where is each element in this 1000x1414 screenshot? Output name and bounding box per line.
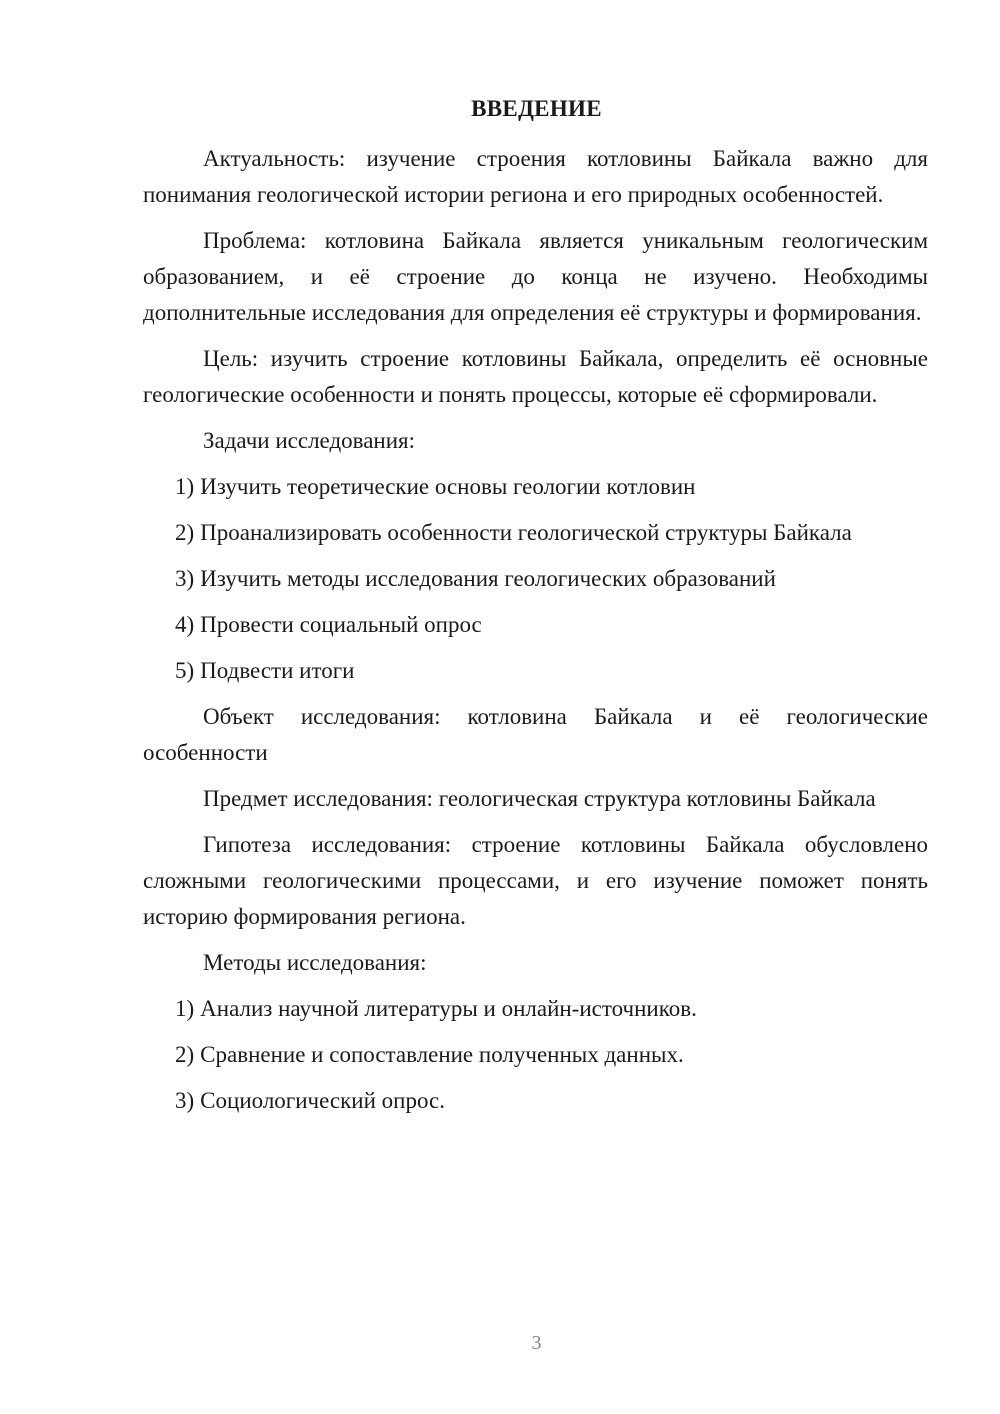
list-item-text: Изучить методы исследования геологических образований bbox=[200, 566, 776, 591]
methods-heading: Методы исследования: bbox=[203, 950, 427, 975]
paragraph-object: Объект исследования: котловина Байкала и её геологические особенности bbox=[143, 704, 928, 765]
list-item-text: Сравнение и сопоставление полученных данных. bbox=[200, 1042, 684, 1067]
list-item-number: 2) bbox=[175, 520, 195, 545]
paragraph-problem: Проблема: котловина Байкала является уникальным геологическим образованием, и её строение до конца не изучено. Необходимы дополнительные исследования для определения её структуры и формирования. bbox=[143, 228, 928, 325]
methods-list bbox=[143, 991, 928, 1119]
list-item-text: Социологический опрос. bbox=[200, 1088, 445, 1113]
page-number: 3 bbox=[531, 1332, 542, 1354]
paragraph-relevance: Актуальность: изучение строения котловины Байкала важно для понимания геологической истории региона и его природных особенностей. bbox=[143, 146, 928, 207]
tasks-list bbox=[143, 469, 928, 689]
list-item bbox=[143, 515, 928, 551]
list-item bbox=[143, 1037, 928, 1073]
list-item-number: 5) bbox=[175, 658, 195, 683]
list-item-text: Проанализировать особенности геологической структуры Байкала bbox=[200, 520, 852, 545]
paragraph-goal: Цель: изучить строение котловины Байкала, определить её основные геологические особенности и понять процессы, которые её сформировали. bbox=[143, 346, 928, 407]
paragraph-subject: Предмет исследования: геологическая структура котловины Байкала bbox=[203, 786, 876, 811]
list-item bbox=[143, 469, 928, 505]
list-item bbox=[143, 561, 928, 597]
list-item bbox=[143, 607, 928, 643]
list-item bbox=[143, 1083, 928, 1119]
document-body bbox=[143, 141, 928, 1129]
list-item-number: 2) bbox=[175, 1042, 195, 1067]
list-item-text: Подвести итоги bbox=[200, 658, 355, 683]
list-item-number: 3) bbox=[175, 1088, 195, 1113]
list-item-number: 4) bbox=[175, 612, 195, 637]
list-item-number: 1) bbox=[175, 474, 195, 499]
list-item bbox=[143, 653, 928, 689]
tasks-heading: Задачи исследования: bbox=[203, 428, 416, 453]
page-title: ВВЕДЕНИЕ bbox=[471, 96, 602, 121]
list-item-number: 1) bbox=[175, 996, 195, 1021]
list-item-number: 3) bbox=[175, 566, 195, 591]
list-item-text: Изучить теоретические основы геологии котловин bbox=[200, 474, 696, 499]
list-item-text: Провести социальный опрос bbox=[200, 612, 482, 637]
paragraph-hypothesis: Гипотеза исследования: строение котловины Байкала обусловлено сложными геологическими процессами, и его изучение поможет понять историю формирования региона. bbox=[143, 832, 928, 929]
list-item bbox=[143, 991, 928, 1027]
list-item-text: Анализ научной литературы и онлайн-источников. bbox=[200, 996, 697, 1021]
